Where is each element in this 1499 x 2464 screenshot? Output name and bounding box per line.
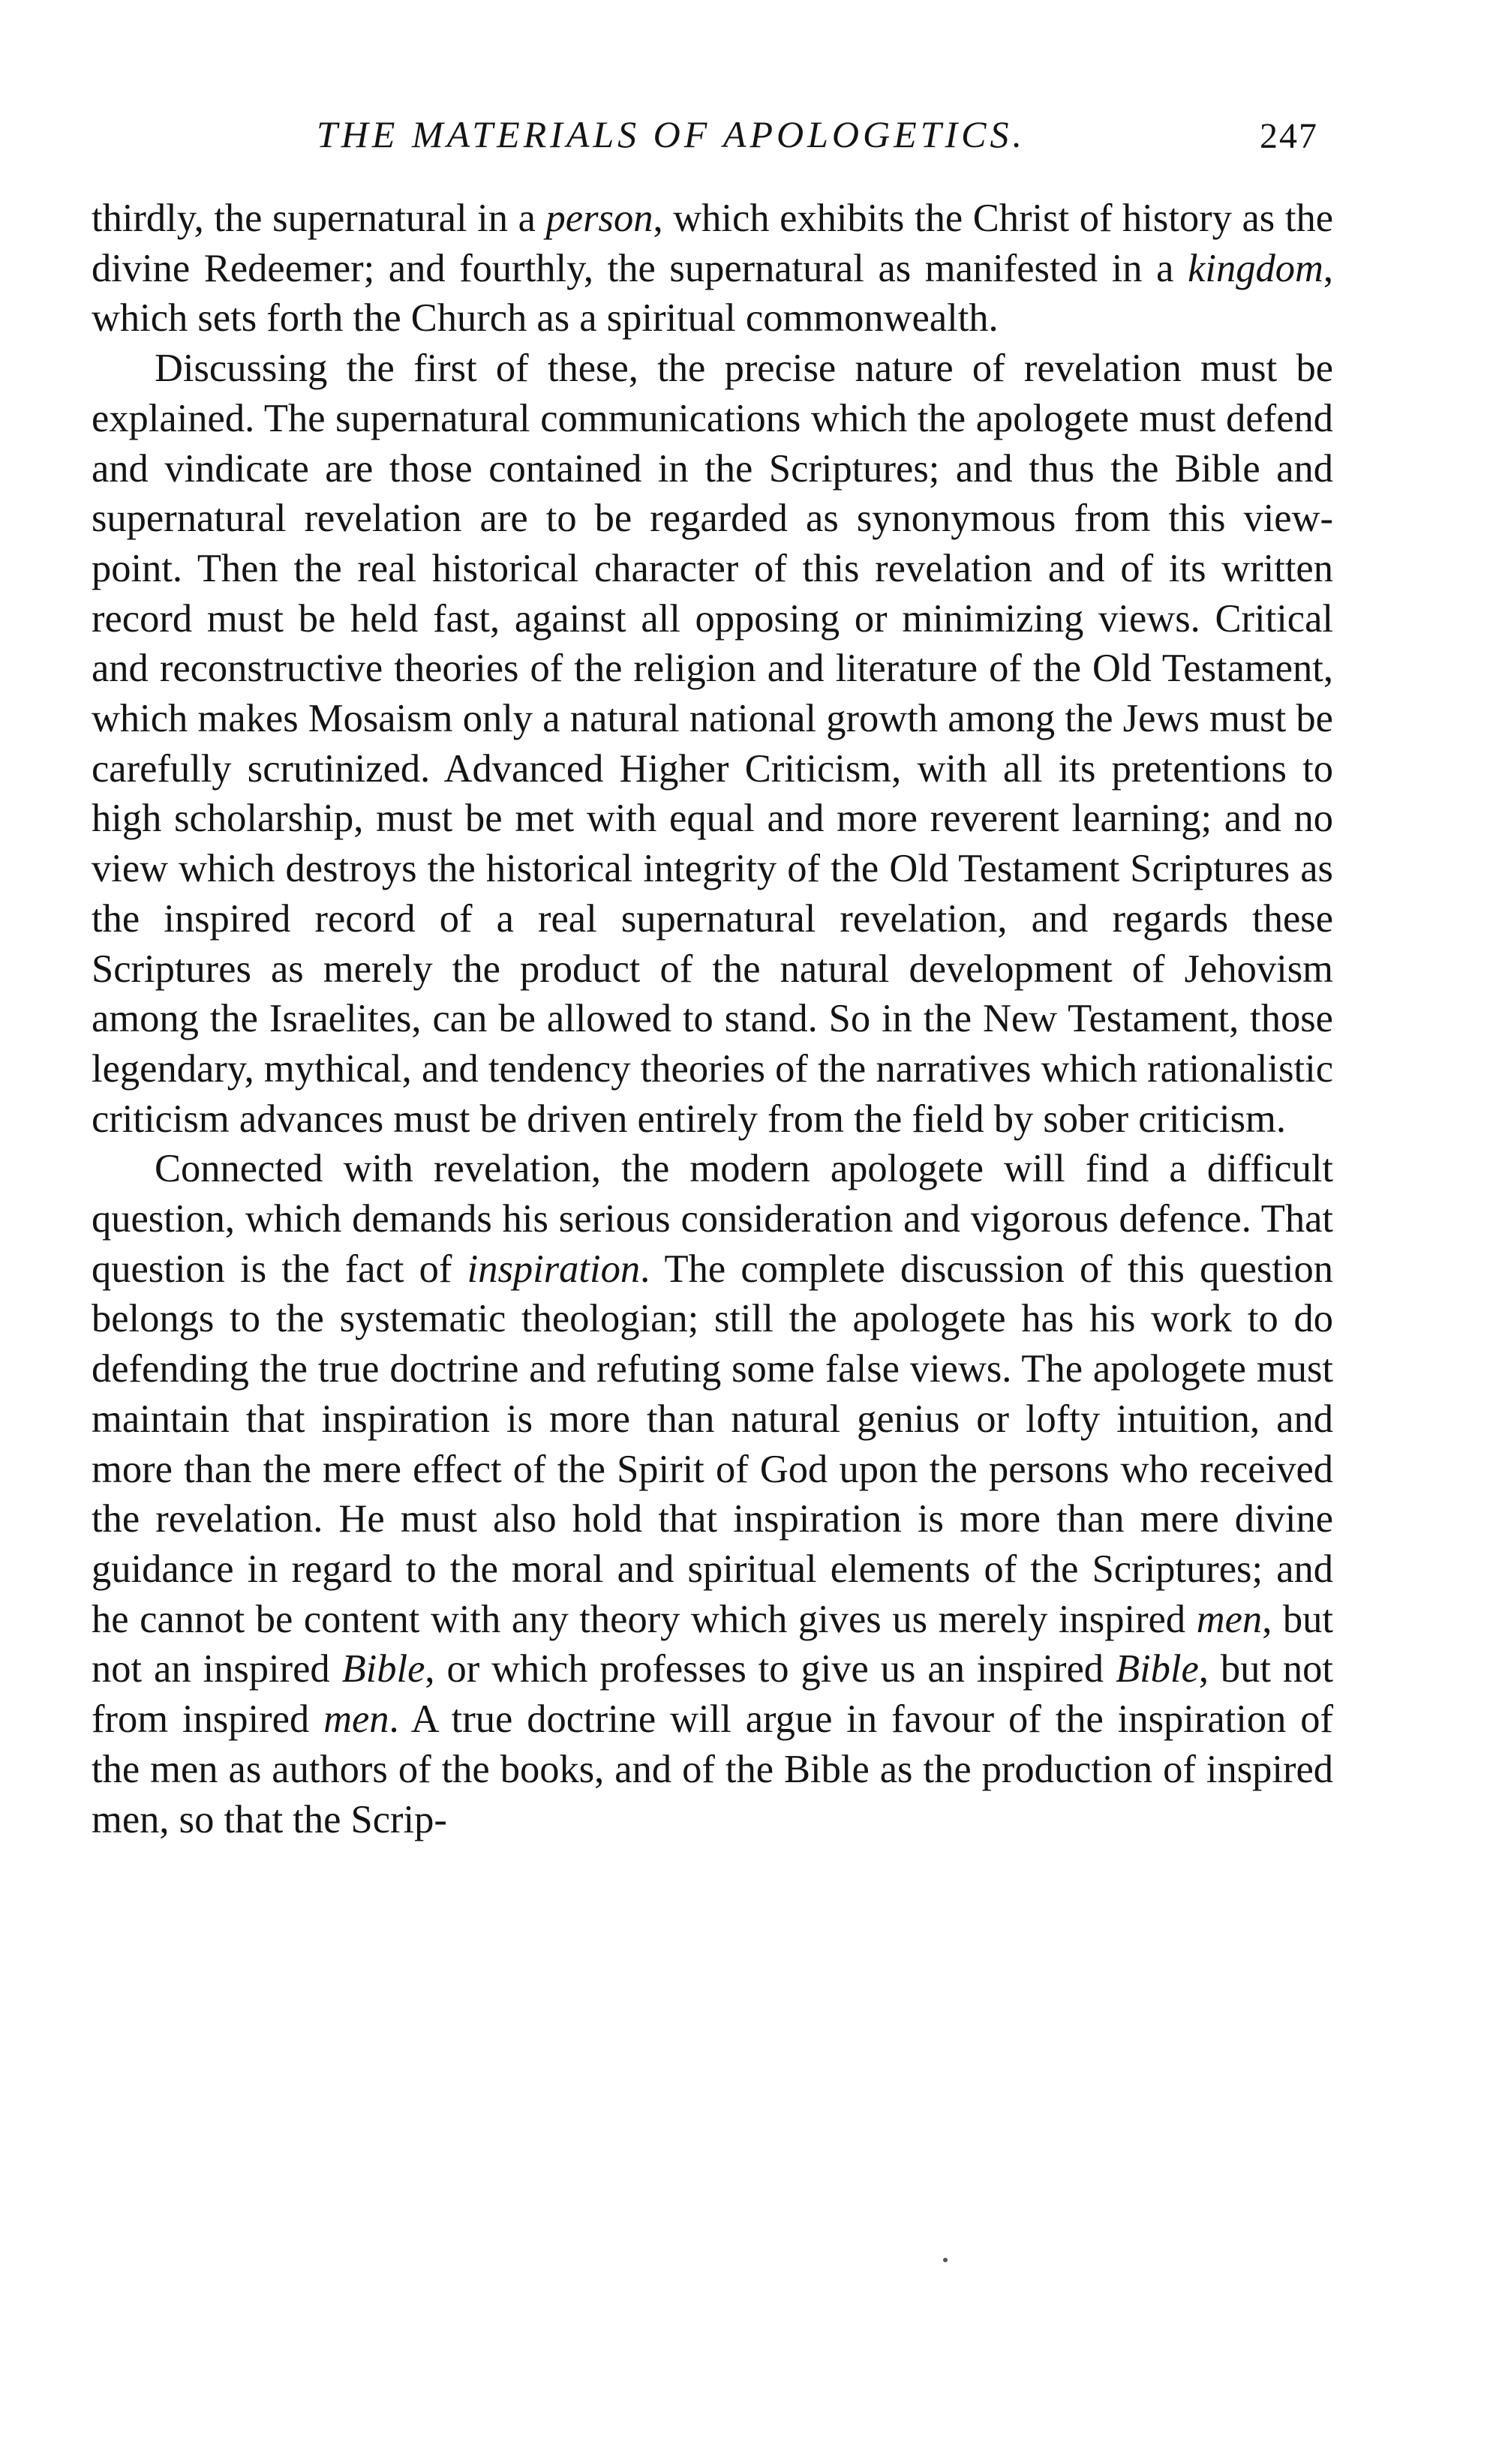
text-run: , which exhibits the Christ of history as the divine Redeemer; and fourthly, the supernatural as manifested in a xyxy=(92,197,1333,290)
italic-text-run: kingdom xyxy=(1188,246,1323,290)
text-run: . A true doctrine will argue in favour of the inspiration of the men as authors of the books, and of the Bible as the production of inspired men, so that the Scrip- xyxy=(92,1697,1333,1841)
paper-speck xyxy=(943,2258,948,2262)
text-run: Connected with revelation, the modern apologete will find a difficult question, which demands his serious consideration and vigorous defence. That question is the fact of xyxy=(92,1147,1333,1291)
paragraph xyxy=(92,194,1333,344)
running-title: THE MATERIALS OF APOLOGETICS. xyxy=(317,113,1026,155)
paragraph xyxy=(92,1144,1333,1844)
italic-text-run: Bible xyxy=(1116,1647,1199,1691)
text-run: thirdly, the supernatural in a xyxy=(92,197,546,240)
body-text xyxy=(92,194,1333,1844)
running-head xyxy=(92,113,1333,173)
text-run: . The complete discussion of this question belongs to the systematic theologian; still the apologete has his work to do defending the true doctrine and refuting some false views. The apologete must maintain that inspiration is more than natural genius or lofty intuition, and more than the mere effect of the Spirit of God upon the persons who received the revelation. He must also hold that inspiration is more than mere divine guidance in regard to the moral and spiritual elements of the Scriptures; and he cannot be content with any theory which gives us merely inspired xyxy=(92,1247,1333,1641)
text-run: , or which professes to give us an inspired xyxy=(425,1647,1116,1691)
text-run: , but not an inspired xyxy=(92,1597,1333,1691)
text-run: , but not from inspired xyxy=(92,1647,1333,1742)
italic-text-run: Bible xyxy=(341,1647,425,1691)
text-run: Discussing the first of these, the precise nature of revelation must be explained. The supernatural communications which the apologete must defend and vindicate are those contained in the Scriptures; and thus the Bible and supernatural revelation are to be regarded as synonymous from this view-point. Then the real historical character of this revelation and of its written record must be held fast, against all opposing or minimizing views. Critical and reconstructive theories of the religion and literature of the Old Testament, which makes Mosaism only a natural national growth among the Jews must be carefully scrutinized. Advanced Higher Criticism, with all its pretentions to high scholarship, must be met with equal and more reverent learning; and no view which destroys the historical integrity of the Old Testament Scriptures as the inspired record of a real supernatural revelation, and regards these Scriptures as merely the product of the natural development of Jehovism among the Israelites, can be allowed to stand. So in the New Testament, those legendary, mythical, and tendency theories of the narratives which rationalistic criticism advances must be driven entirely from the field by sober criticism. xyxy=(92,347,1333,1141)
page-number: 247 xyxy=(1260,116,1318,156)
book-page xyxy=(92,113,1333,1844)
italic-text-run: person xyxy=(545,197,653,240)
italic-text-run: men xyxy=(1196,1597,1263,1641)
italic-text-run: men xyxy=(323,1697,389,1742)
paragraph xyxy=(92,344,1333,1144)
text-run: , which sets forth the Church as a spiritual commonwealth. xyxy=(92,246,1333,341)
italic-text-run: inspiration xyxy=(467,1247,641,1291)
